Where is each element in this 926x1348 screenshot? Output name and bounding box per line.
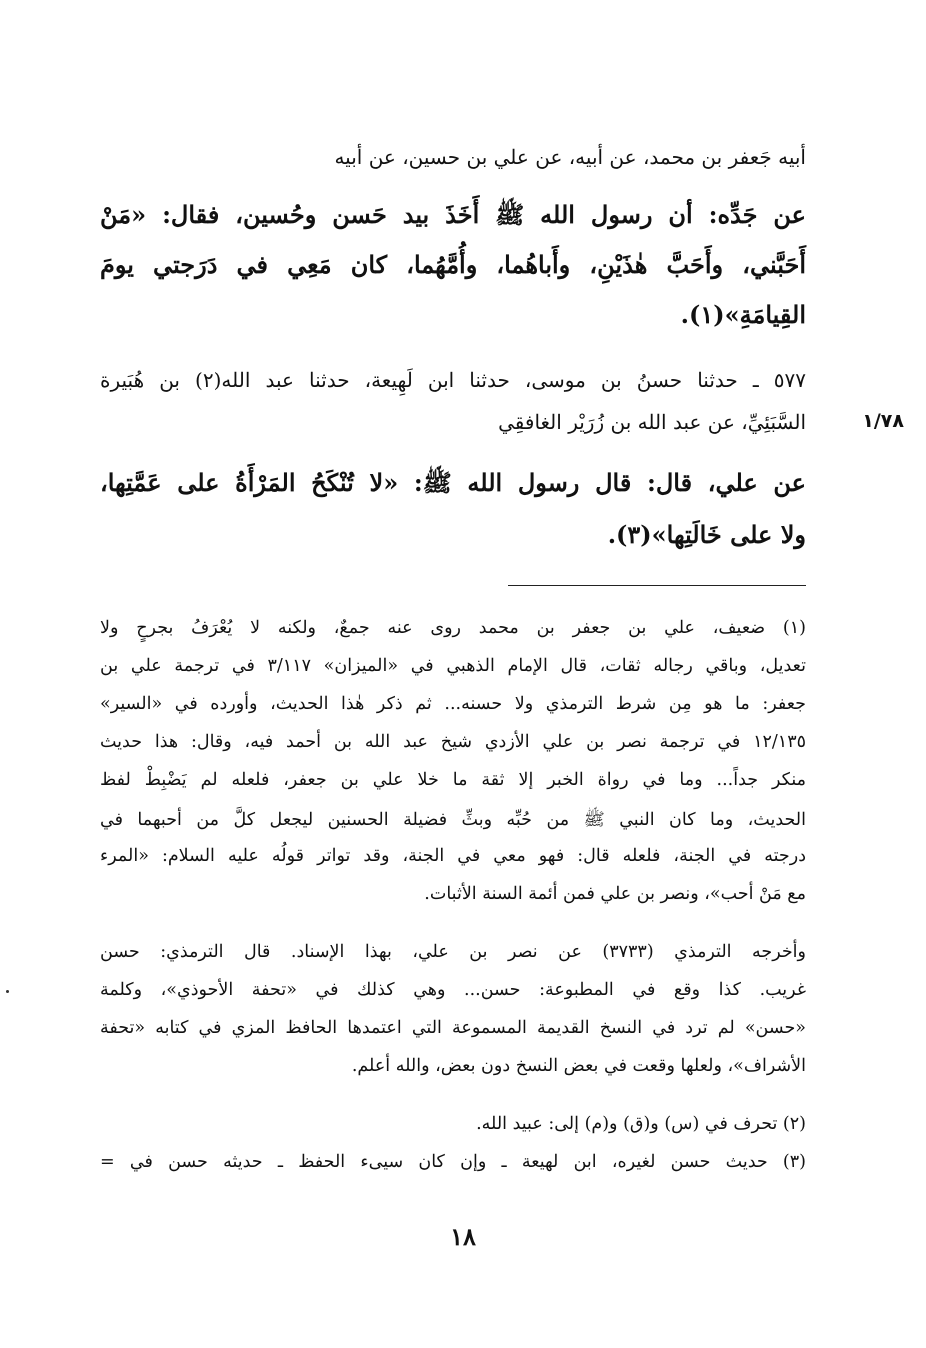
- intro-line: أبيه جَعفر بن محمد، عن أبيه، عن علي بن حسين، عن أبيه: [334, 145, 806, 169]
- margin-volume-page-reference: ١/٧٨: [862, 410, 904, 432]
- footnote-1-line-7: درجته في الجنة، فلعله قال: فهو معي في الجنة، وقد تواتر قولُه عليه السلام: «المرء: [100, 846, 806, 866]
- footnote-separator: [508, 585, 806, 586]
- footnote-3: (٣) حديث حسن لغيره، ابن لهيعة ـ وإن كان سيىء الحفظ ـ حديثه حسن في =: [100, 1152, 806, 1172]
- footnote-1-line-3: جعفر: ما هو مِن شرط الترمذي ولا حسنه... ثم ذكر هٰذا الحديث، وأورده في «السير»: [100, 694, 806, 714]
- footnote-1-line-8: مع مَنْ أحب»، ونصر بن علي فمن أئمة السنة الأثبات.: [424, 884, 806, 904]
- footnote-1-para2-line-3: «حسن» لم ترد في النسخ القديمة المسموعة التي اعتمدها الحافظ المزي في كتابه «تحفة: [100, 1018, 806, 1038]
- footnote-1-para2-line-4: الأشراف»، ولعلها وقعت في بعض النسخ دون بعض، والله أعلم.: [351, 1056, 806, 1076]
- hadith-577-head-line-2: السَّبَئِيِّ، عن عبد الله بن زُرَيْر الغافقِي: [498, 410, 806, 434]
- footnote-1-para2-line-2: غريب. كذا وقع في المطبوعة: حسن... وهي كذلك في «تحفة الأحوذي»، وكلمة: [100, 980, 806, 1000]
- footnote-1-para2-line-1: وأخرجه الترمذي (٣٧٣٣) عن نصر بن علي، بهذا الإسناد. قال الترمذي: حسن: [100, 942, 806, 962]
- footnote-1-line-1: (١) ضعيف، علي بن جعفر بن محمد روى عنه جمعٌ، ولكنه لا يُعْرَفُ بجرحٍ ولا: [100, 618, 806, 638]
- footnote-2: (٢) تحرف في (س) و(ق) و(م) إلى: عبيد الله.: [476, 1114, 806, 1134]
- scan-speck: [6, 990, 9, 993]
- footnote-1-line-4: ١٢/١٣٥ في ترجمة نصر بن علي الأزدي شيخ عبد الله بن أحمد فيه، وقال: هذا حديث: [100, 732, 806, 752]
- footnote-1-line-6: الحديث، وما كان النبي ﷺ من حُبِّه وبثِّ فضيلة الحسنين ليجعل كلَّ من أحبهما في: [100, 810, 806, 830]
- hadith-577-line-1: عن علي، قال: قال رسول الله ﷺ: «لا تُنْكَحُ المَرْأَةُ على عَمَّتِها،: [100, 468, 806, 497]
- hadith-577-line-2: ولا على خَالَتِها»(٣).: [607, 520, 806, 549]
- footnote-1-line-5: منكر جداً... وما في رواة الخبر إلا ثقة ما خلا علي بن جعفر، فلعله لم يَضْبِطْ لفظ: [100, 770, 806, 790]
- hadith-576-line-2: أَحَبَّني، وأَحَبَّ هٰذَيْنِ، وأَباهُما، وأُمَّهُما، كان مَعِي في دَرَجتي يومَ: [100, 250, 806, 279]
- footnote-1-line-2: تعديل، وباقي رجاله ثقات، قال الإمام الذهبي في «الميزان» ٣/١١٧ في ترجمة علي بن: [100, 656, 806, 676]
- hadith-576-line-1: عن جَدِّه: أن رسول الله ﷺ أَخَذَ بيد حَسن وحُسين، فقال: «مَنْ: [100, 200, 806, 229]
- hadith-576-line-3: القِيامَةِ»(١).: [680, 300, 806, 329]
- hadith-577-head-line-1: ٥٧٧ ـ حدثنا حسنُ بن موسى، حدثنا ابن لَهِيعة، حدثنا عبد الله(٢) بن هُبَيرة: [100, 368, 806, 392]
- page-number: ١٨: [450, 1222, 476, 1251]
